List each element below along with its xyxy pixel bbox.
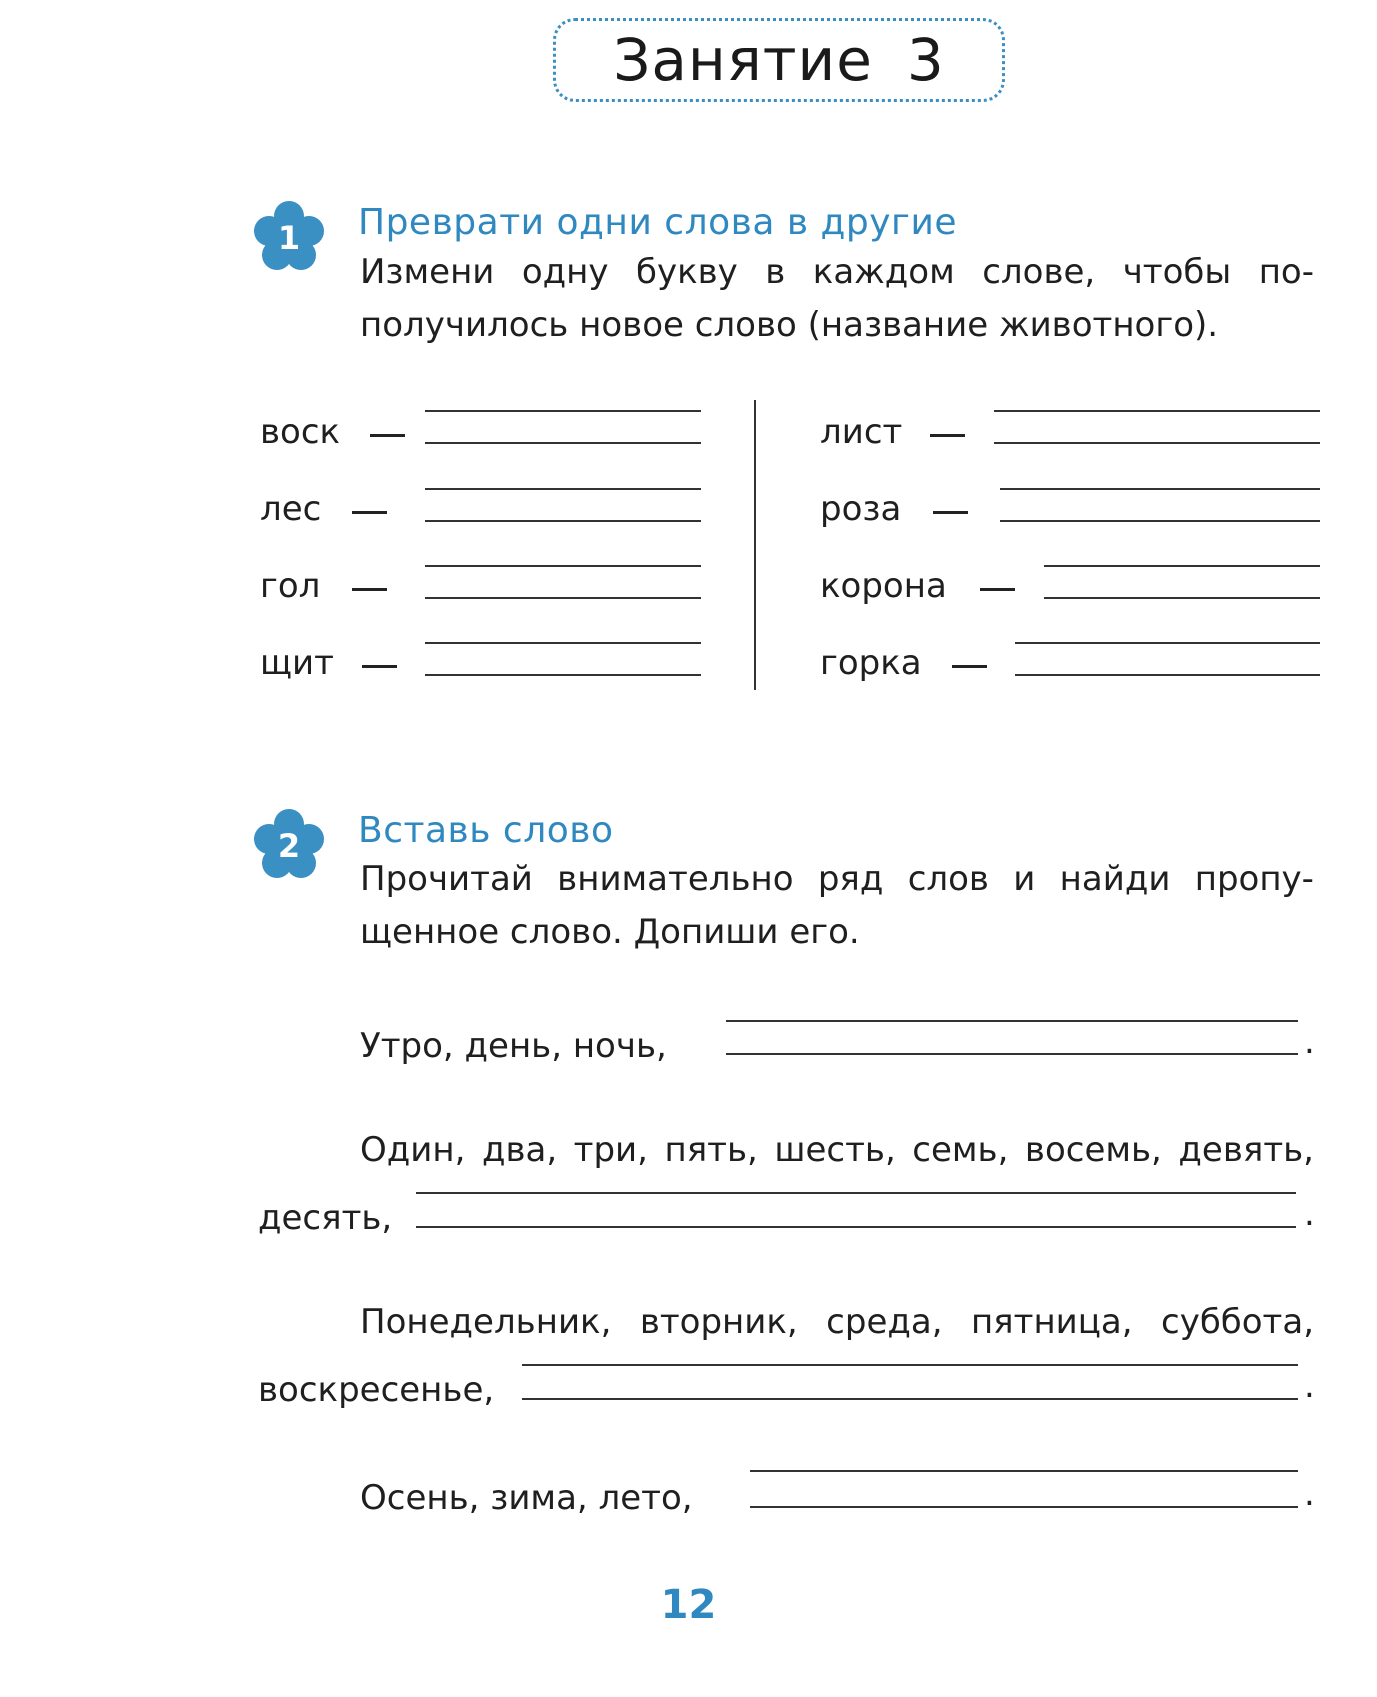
answer-line[interactable] bbox=[425, 520, 701, 522]
task1-instruction-line2: получилось новое слово (название животного). bbox=[360, 305, 1219, 345]
instruction-word: найди bbox=[1059, 859, 1171, 899]
answer-line[interactable] bbox=[1015, 674, 1320, 676]
answer-line[interactable] bbox=[1000, 488, 1320, 490]
answer-line[interactable] bbox=[425, 674, 701, 676]
sentence-word: три, bbox=[573, 1130, 648, 1170]
sentence-3-line1 bbox=[360, 1302, 1314, 1342]
answer-line[interactable] bbox=[1044, 565, 1320, 567]
right-word-3: корона bbox=[820, 566, 947, 606]
sentence-word: девять, bbox=[1178, 1130, 1314, 1170]
sentence-word: Понедельник, bbox=[360, 1302, 612, 1342]
lesson-title-word: Занятие bbox=[613, 26, 873, 94]
period: . bbox=[1304, 1366, 1315, 1406]
flower-icon bbox=[252, 200, 326, 274]
task2-instruction-line2: щенное слово. Допиши его. bbox=[360, 912, 860, 952]
task1-instruction-line1 bbox=[360, 246, 1314, 299]
instruction-word: каждом bbox=[812, 252, 955, 292]
sentence-word: семь, bbox=[912, 1130, 1009, 1170]
left-dash-4 bbox=[362, 665, 397, 668]
right-dash-4 bbox=[952, 665, 987, 668]
period: . bbox=[1304, 1194, 1315, 1234]
right-word-2: роза bbox=[820, 489, 902, 529]
task1-flower-badge bbox=[252, 200, 326, 274]
sentence-1: Утро, день, ночь, bbox=[360, 1026, 667, 1066]
instruction-word: слове, bbox=[982, 252, 1096, 292]
answer-line[interactable] bbox=[994, 410, 1320, 412]
instruction-word: Измени bbox=[360, 252, 495, 292]
lesson-title bbox=[553, 18, 1005, 102]
answer-line[interactable] bbox=[416, 1192, 1296, 1194]
sentence-3-line2: воскресенье, bbox=[258, 1370, 495, 1410]
right-dash-2 bbox=[933, 511, 968, 514]
answer-line[interactable] bbox=[726, 1020, 1298, 1022]
sentence-word: два, bbox=[481, 1130, 558, 1170]
left-word-3: гол bbox=[260, 566, 321, 606]
left-word-4: щит bbox=[260, 643, 334, 683]
instruction-word: в bbox=[765, 252, 786, 292]
answer-line[interactable] bbox=[425, 597, 701, 599]
answer-line[interactable] bbox=[1000, 520, 1320, 522]
left-word-2: лес bbox=[260, 489, 322, 529]
sentence-2-line2: десять, bbox=[258, 1198, 393, 1238]
column-divider bbox=[754, 400, 756, 690]
sentence-word: пять, bbox=[664, 1130, 758, 1170]
right-dash-3 bbox=[980, 588, 1015, 591]
task1-title: Преврати одни слова в другие bbox=[358, 202, 958, 243]
answer-line[interactable] bbox=[425, 410, 701, 412]
right-word-1: лист bbox=[820, 412, 903, 452]
sentence-word: вторник, bbox=[639, 1302, 798, 1342]
sentence-word: шесть, bbox=[774, 1130, 896, 1170]
task2-flower-badge bbox=[252, 808, 326, 882]
instruction-word: Прочитай bbox=[360, 859, 533, 899]
answer-line[interactable] bbox=[726, 1053, 1298, 1055]
instruction-word: пропу- bbox=[1194, 859, 1314, 899]
instruction-word: одну bbox=[521, 252, 609, 292]
task2-instruction-line1 bbox=[360, 853, 1314, 906]
answer-line[interactable] bbox=[425, 442, 701, 444]
answer-line[interactable] bbox=[425, 642, 701, 644]
right-dash-1 bbox=[930, 434, 965, 437]
answer-line[interactable] bbox=[522, 1398, 1298, 1400]
sentence-2-line1 bbox=[360, 1130, 1314, 1170]
task1-number: 1 bbox=[277, 219, 301, 257]
right-word-4: горка bbox=[820, 643, 922, 683]
flower-icon bbox=[252, 808, 326, 882]
task2-number: 2 bbox=[277, 827, 301, 865]
instruction-word: по- bbox=[1258, 252, 1314, 292]
sentence-word: суббота, bbox=[1161, 1302, 1314, 1342]
sentence-word: пятница, bbox=[970, 1302, 1133, 1342]
answer-line[interactable] bbox=[750, 1506, 1298, 1508]
period: . bbox=[1304, 1022, 1315, 1062]
left-dash-1 bbox=[370, 434, 405, 437]
answer-line[interactable] bbox=[1044, 597, 1320, 599]
left-dash-3 bbox=[352, 588, 387, 591]
instruction-word: букву bbox=[636, 252, 738, 292]
left-dash-2 bbox=[352, 511, 387, 514]
answer-line[interactable] bbox=[522, 1364, 1298, 1366]
sentence-word: восемь, bbox=[1024, 1130, 1162, 1170]
instruction-word: и bbox=[1013, 859, 1036, 899]
answer-line[interactable] bbox=[425, 565, 701, 567]
instruction-word: внимательно bbox=[557, 859, 794, 899]
answer-line[interactable] bbox=[994, 442, 1320, 444]
answer-line[interactable] bbox=[416, 1226, 1296, 1228]
sentence-word: среда, bbox=[826, 1302, 943, 1342]
answer-line[interactable] bbox=[750, 1470, 1298, 1472]
answer-line[interactable] bbox=[425, 488, 701, 490]
left-word-1: воск bbox=[260, 412, 341, 452]
page-number: 12 bbox=[660, 1582, 717, 1628]
period: . bbox=[1304, 1474, 1315, 1514]
sentence-4: Осень, зима, лето, bbox=[360, 1478, 693, 1518]
instruction-word: слов bbox=[907, 859, 989, 899]
lesson-title-number: 3 bbox=[906, 26, 945, 94]
instruction-word: ряд bbox=[817, 859, 884, 899]
task2-title: Вставь слово bbox=[358, 810, 614, 851]
answer-line[interactable] bbox=[1015, 642, 1320, 644]
sentence-word: Один, bbox=[360, 1130, 466, 1170]
instruction-word: чтобы bbox=[1122, 252, 1232, 292]
